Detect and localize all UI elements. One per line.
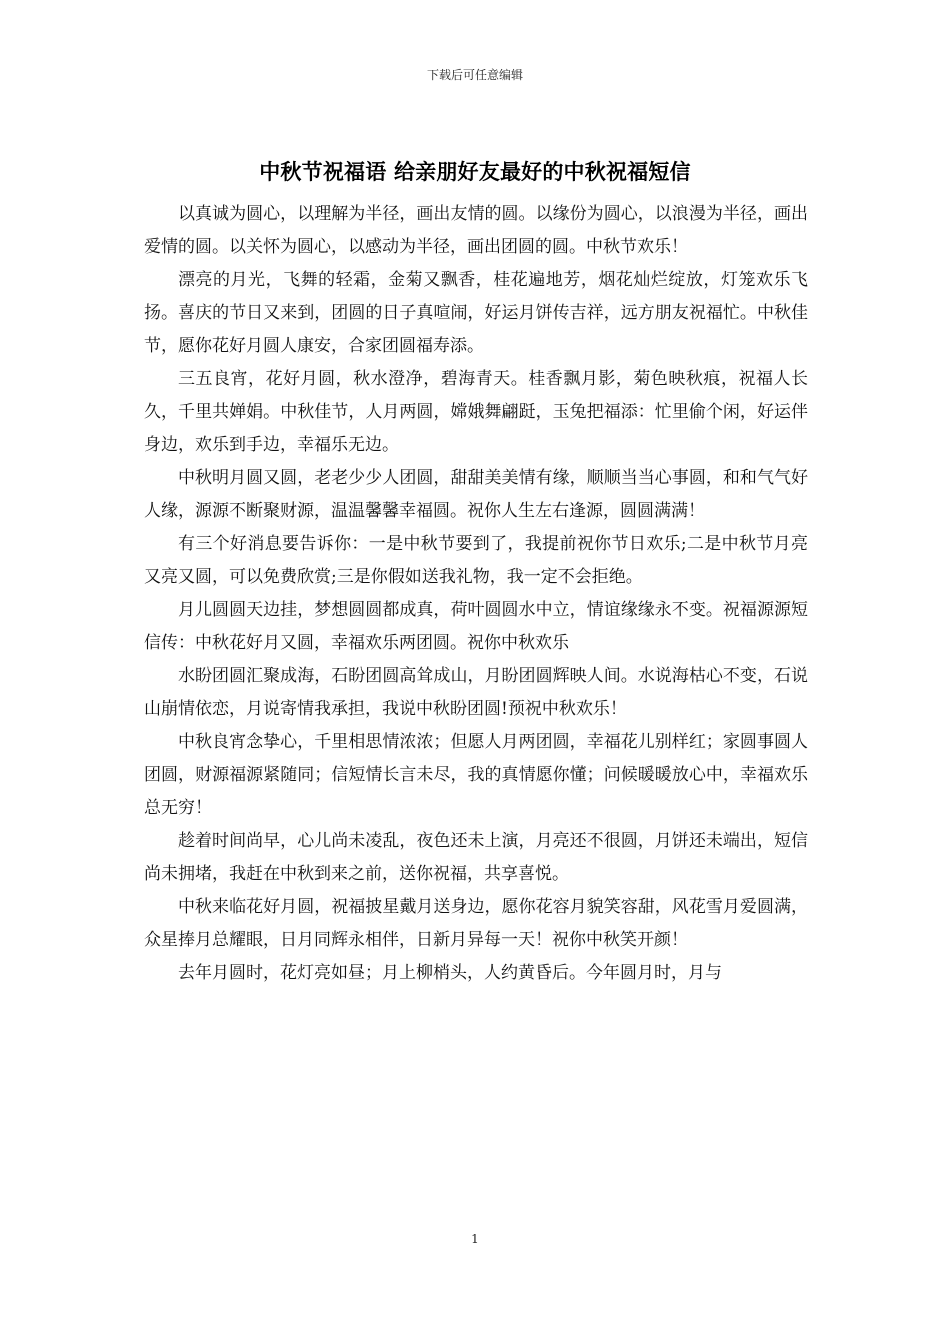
paragraph: 中秋明月圆又圆，老老少少人团圆，甜甜美美情有缘，顺顺当当心事圆，和和气气好人缘，源源不断聚财源，温温馨馨幸福圆。祝你人生左右逢源，圆圆满满！ [144, 468, 808, 521]
paragraph: 中秋来临花好月圆，祝福披星戴月送身边，愿你花容月貌笑容甜，风花雪月爱圆满，众星捧月总耀眼，日月同辉永相伴，日新月异每一天！祝你中秋笑开颜！ [144, 897, 808, 950]
document-body [144, 198, 808, 990]
paragraph: 以真诚为圆心，以理解为半径，画出友情的圆。以缘份为圆心，以浪漫为半径，画出爱情的圆。以关怀为圆心，以感动为半径，画出团圆的圆。中秋节欢乐！ [144, 204, 808, 257]
paragraph: 中秋良宵念挚心，千里相思情浓浓；但愿人月两团圆，幸福花儿别样红；家圆事圆人团圆，财源福源紧随同；信短情长言未尽，我的真情愿你懂；问候暖暖放心中，幸福欢乐总无穷！ [144, 732, 808, 818]
paragraph: 月儿圆圆天边挂，梦想圆圆都成真，荷叶圆圆水中立，情谊缘缘永不变。祝福源源短信传：中秋花好月又圆，幸福欢乐两团圆。祝你中秋欢乐 [144, 600, 808, 653]
paragraph: 有三个好消息要告诉你：一是中秋节要到了，我提前祝你节日欢乐;二是中秋节月亮又亮又圆，可以免费欣赏;三是你假如送我礼物，我一定不会拒绝。 [144, 534, 808, 587]
paragraph: 漂亮的月光，飞舞的轻霜，金菊又飘香，桂花遍地芳，烟花灿烂绽放，灯笼欢乐飞扬。喜庆的节日又来到，团圆的日子真喧闹，好运月饼传吉祥，远方朋友祝福忙。中秋佳节，愿你花好月圆人康安，合家团圆福寿添。 [144, 270, 808, 356]
paragraph: 去年月圆时，花灯亮如昼；月上柳梢头，人约黄昏后。今年圆月时，月与 [178, 963, 722, 983]
paragraph: 趁着时间尚早，心儿尚未凌乱，夜色还未上演，月亮还不很圆，月饼还未端出，短信尚未拥堵，我赶在中秋到来之前，送你祝福，共享喜悦。 [144, 831, 808, 884]
paragraph: 三五良宵，花好月圆，秋水澄净，碧海青天。桂香飘月影，菊色映秋痕，祝福人长久，千里共婵娟。中秋佳节，人月两圆，嫦娥舞翩跹，玉兔把福添：忙里偷个闲，好运伴身边，欢乐到手边，幸福乐无边。 [144, 369, 808, 455]
header-note: 下载后可任意编辑 [426, 68, 523, 82]
page-number: 1 [471, 1232, 479, 1246]
paragraph: 水盼团圆汇聚成海，石盼团圆高耸成山，月盼团圆辉映人间。水说海枯心不变，石说山崩情依恋，月说寄情我承担，我说中秋盼团圆!预祝中秋欢乐！ [144, 666, 808, 719]
document-title: 中秋节祝福语 给亲朋好友最好的中秋祝福短信 [259, 159, 691, 184]
